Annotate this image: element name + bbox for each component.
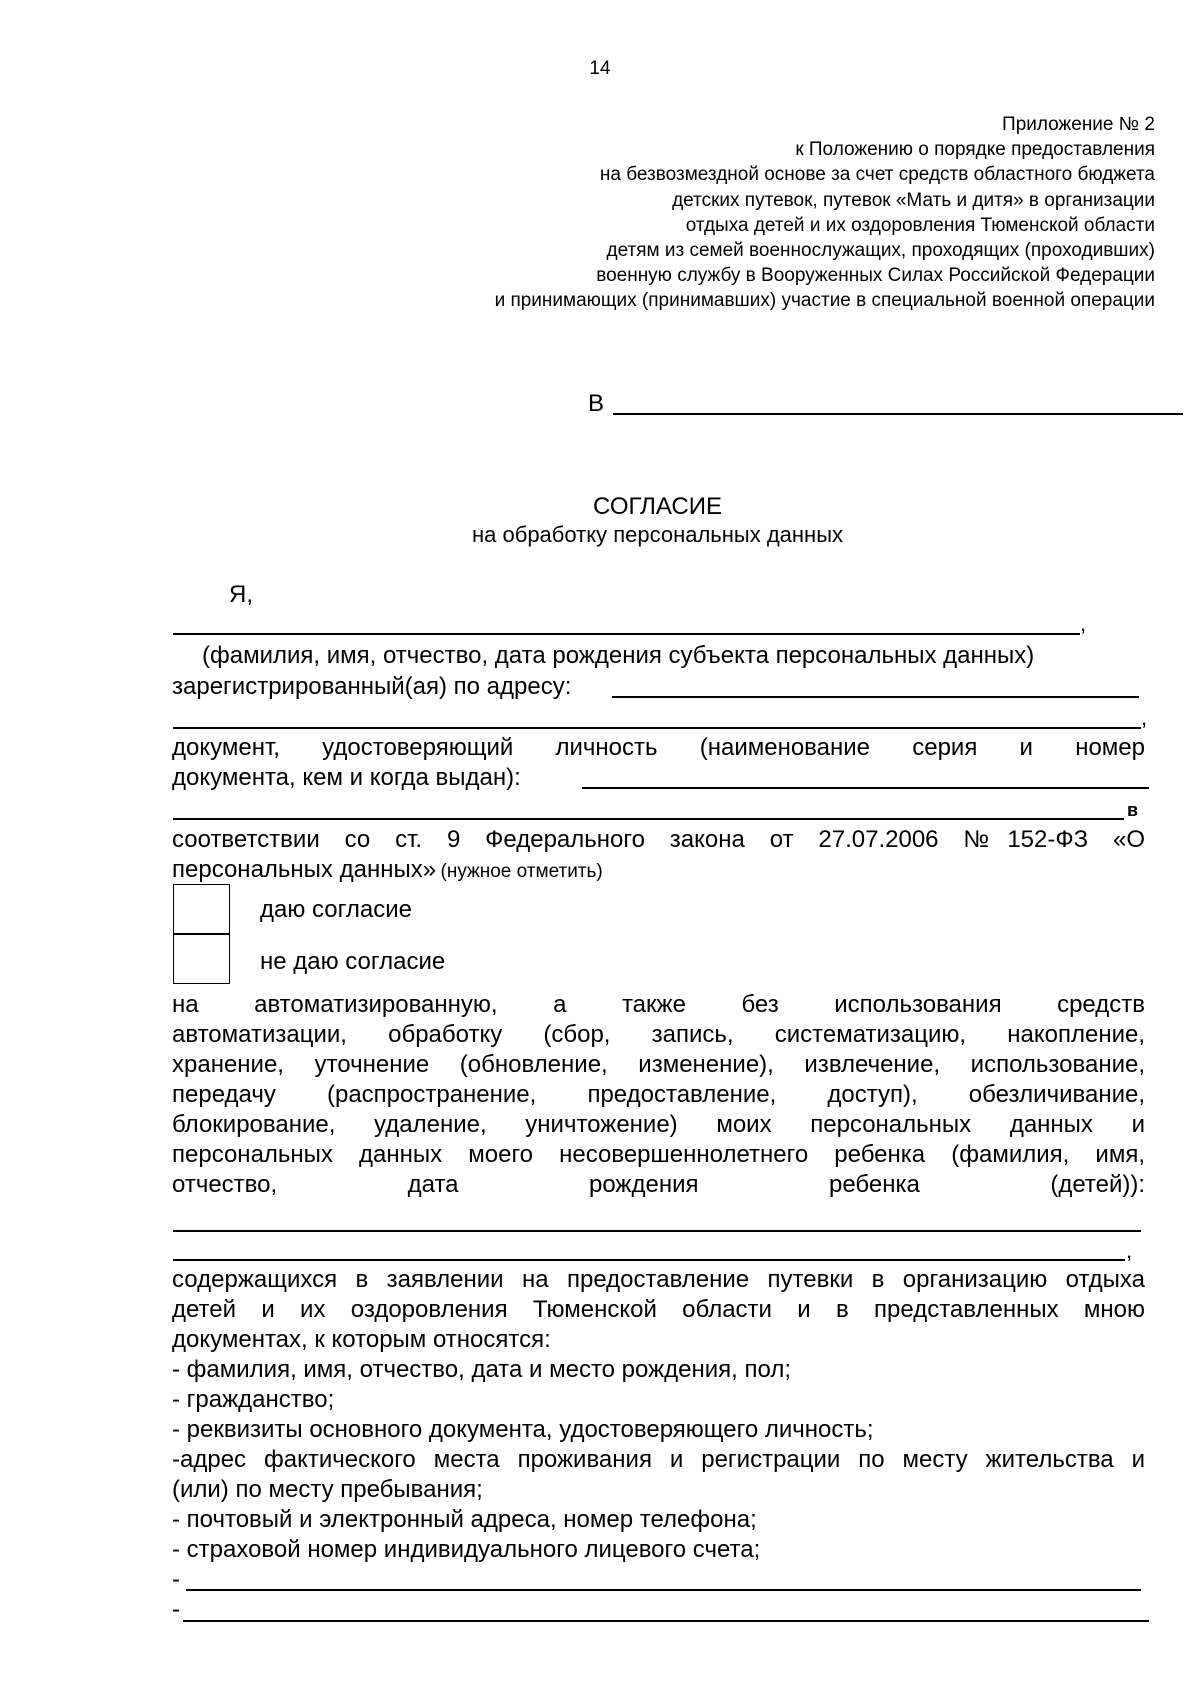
- list-dash: -: [172, 1596, 180, 1623]
- consent-yes-label: даю согласие: [260, 896, 412, 923]
- child-field[interactable]: [173, 1230, 1141, 1232]
- addressee-label: В: [588, 390, 605, 417]
- page-number: 14: [589, 58, 611, 79]
- document-field-continued[interactable]: [173, 818, 1124, 820]
- list-item: - почтовый и электронный адреса, номер телефона;: [172, 1506, 757, 1533]
- processing-line: отчество, дата рождения ребенка (детей)):: [172, 1171, 1145, 1198]
- registered-label: зарегистрированный(ая) по адресу:: [172, 673, 572, 700]
- document-label-line2: документа, кем и когда выдан):: [172, 764, 521, 791]
- law-line1: соответствии со ст. 9 Федерального закона от 27.07.2006 №152-ФЗ «О: [172, 826, 1145, 853]
- addressee-field[interactable]: [613, 413, 1183, 415]
- child-comma: ,: [1126, 1238, 1133, 1263]
- processing-line: блокирование, удаление, уничтожение) моих персональных данных и: [172, 1111, 1145, 1138]
- consent-no-label: не даю согласие: [260, 948, 446, 975]
- law-line2: персональных данных»: [172, 856, 437, 883]
- address-field[interactable]: [612, 696, 1139, 698]
- document-title: СОГЛАСИЕ: [593, 493, 722, 520]
- appendix-line: на безвозмездной основе за счет средств областного бюджета: [599, 164, 1155, 186]
- list-item: -адрес фактического места проживания и регистрации по месту жительства и: [172, 1446, 1145, 1473]
- list-dash: -: [172, 1566, 180, 1593]
- address-comma: ,: [1141, 705, 1148, 730]
- extra-item-field[interactable]: [186, 1589, 1141, 1591]
- appendix-line: и принимающих (принимавших) участие в специальной военной операции: [494, 290, 1155, 312]
- processing-line: хранение, уточнение (обновление, изменение), извлечение, использование,: [172, 1051, 1145, 1078]
- processing-line: передачу (распространение, предоставление, доступ), обезличивание,: [172, 1081, 1145, 1108]
- law-note: (нужное отметить): [440, 861, 603, 882]
- contained-line: содержащихся в заявлении на предоставление путевки в организацию отдыха: [172, 1266, 1145, 1293]
- fio-hint: (фамилия, имя, отчество, дата рождения субъекта персональных данных): [202, 642, 1035, 669]
- document-subtitle: на обработку персональных данных: [471, 522, 844, 547]
- extra-item-field[interactable]: [183, 1620, 1149, 1622]
- consent-yes-checkbox[interactable]: [173, 884, 230, 934]
- appendix-line: Приложение № 2: [1002, 114, 1155, 135]
- processing-line: на автоматизированную, а также без использования средств: [172, 991, 1145, 1018]
- v-label: в: [1127, 800, 1139, 820]
- list-item: (или) по месту пребывания;: [172, 1476, 483, 1503]
- appendix-line: военную службу в Вооруженных Силах Российской Федерации: [596, 265, 1155, 287]
- list-item: - реквизиты основного документа, удостоверяющего личность;: [172, 1416, 874, 1443]
- appendix-line: к Положению о порядке предоставления: [795, 139, 1155, 161]
- appendix-line: детям из семей военнослужащих, проходящих (проходивших): [606, 240, 1155, 262]
- document-label-line1: документ, удостоверяющий личность (наименование серия и номер: [172, 734, 1145, 761]
- appendix-line: отдыха детей и их оздоровления Тюменской области: [685, 214, 1155, 236]
- fio-field[interactable]: [173, 633, 1080, 635]
- appendix-line: детских путевок, путевок «Мать и дитя» в организации: [672, 189, 1155, 211]
- fio-comma: ,: [1080, 611, 1087, 636]
- contained-line: документах, к которым относятся:: [172, 1326, 551, 1353]
- address-field-continued[interactable]: [173, 727, 1141, 729]
- processing-line: персональных данных моего несовершеннолетнего ребенка (фамилия, имя,: [172, 1141, 1145, 1168]
- list-item: - гражданство;: [172, 1386, 335, 1413]
- consent-no-checkbox[interactable]: [173, 934, 230, 984]
- contained-line: детей и их оздоровления Тюменской области и в представленных мною: [172, 1296, 1145, 1323]
- appendix-header: [300, 112, 1155, 314]
- list-item: - страховой номер индивидуального лицевого счета;: [172, 1536, 761, 1563]
- processing-line: автоматизации, обработку (сбор, запись, систематизацию, накопление,: [172, 1021, 1145, 1048]
- ya-label: Я,: [229, 581, 253, 608]
- list-item: - фамилия, имя, отчество, дата и место рождения, пол;: [172, 1356, 791, 1383]
- document-field[interactable]: [582, 787, 1149, 789]
- child-field-continued[interactable]: [173, 1259, 1125, 1261]
